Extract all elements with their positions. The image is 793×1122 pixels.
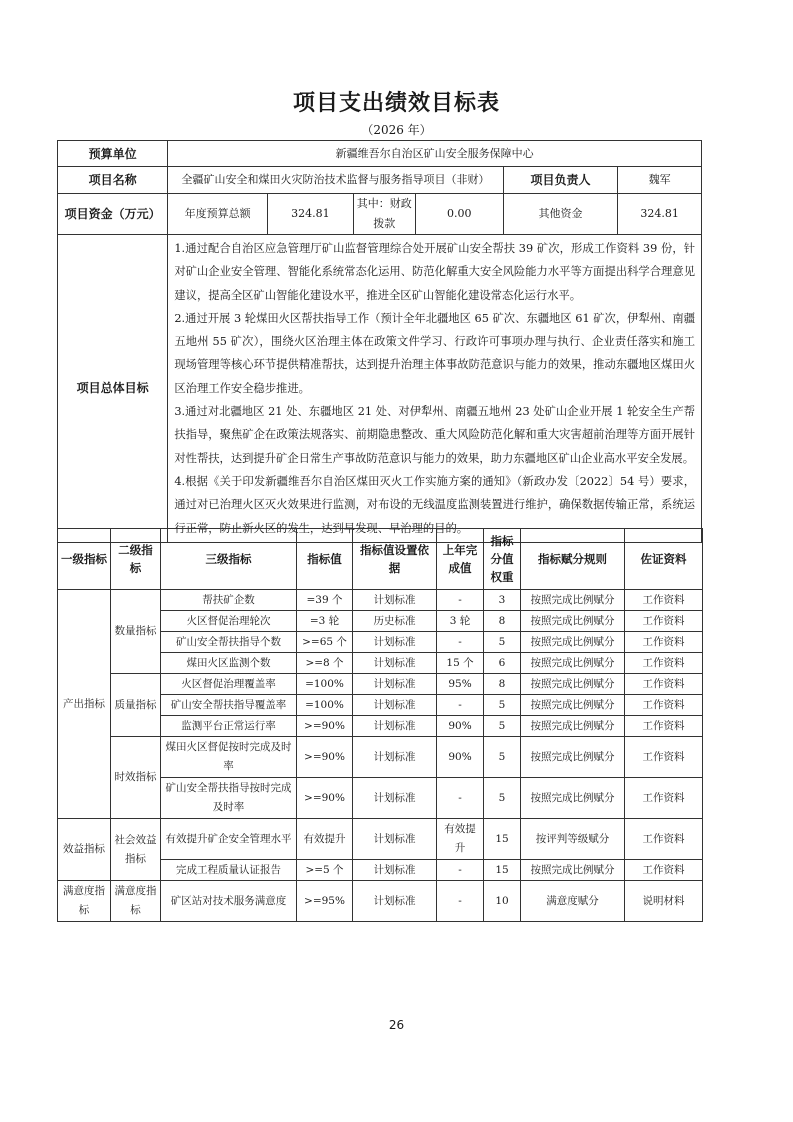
indicator-last: -	[437, 695, 484, 716]
indicator-evidence: 工作资料	[625, 632, 703, 653]
project-leader-value: 魏军	[618, 167, 702, 194]
level1-satisfaction: 满意度指标	[58, 881, 111, 922]
project-name-value: 全疆矿山安全和煤田火灾防治技术监督与服务指导项目（非财）	[168, 167, 503, 194]
indicator-basis: 历史标准	[353, 611, 437, 632]
indicator-value: >=90%	[297, 778, 353, 819]
indicator-last: 15 个	[437, 653, 484, 674]
indicator-evidence: 工作资料	[625, 860, 703, 881]
indicator-weight: 10	[484, 881, 521, 922]
table-row	[58, 590, 703, 611]
indicator-weight: 5	[484, 632, 521, 653]
level1-output: 产出指标	[58, 590, 111, 819]
other-funds-value: 324.81	[618, 194, 702, 235]
header-value: 指标值	[297, 529, 353, 590]
funds-row	[58, 194, 702, 235]
indicator-last: 90%	[437, 737, 484, 778]
indicator-rule: 按照完成比例赋分	[521, 632, 625, 653]
indicator-evidence: 工作资料	[625, 819, 703, 860]
indicator-value: >=8 个	[297, 653, 353, 674]
indicator-weight: 6	[484, 653, 521, 674]
indicator-weight: 3	[484, 590, 521, 611]
indicator-basis: 计划标准	[353, 778, 437, 819]
goal-item: 4.根据《关于印发新疆维吾尔自治区煤田灭火工作实施方案的通知》（新政办发〔2022〕54 号）要求，通过对已治理火区灭火效果进行监测，对布设的无线温度监测装置进行维护，确保数据传输正常，系统运行正常，防止新火区的发生，达到早发现、早治理的目的。	[174, 474, 695, 535]
indicator-basis: 计划标准	[353, 819, 437, 860]
indicator-weight: 8	[484, 674, 521, 695]
table-row	[58, 819, 703, 860]
indicator-last: -	[437, 881, 484, 922]
indicator-evidence: 工作资料	[625, 590, 703, 611]
indicator-rule: 按照完成比例赋分	[521, 737, 625, 778]
indicator-last: 95%	[437, 674, 484, 695]
indicator-weight: 5	[484, 778, 521, 819]
indicator-name: 煤田火区监测个数	[161, 653, 297, 674]
header-level1: 一级指标	[58, 529, 111, 590]
indicator-value: >=5 个	[297, 860, 353, 881]
indicator-rule: 按照完成比例赋分	[521, 716, 625, 737]
page-title: 项目支出绩效目标表	[292, 91, 500, 116]
other-funds-label: 其他资金	[503, 194, 618, 235]
indicator-value: >=65 个	[297, 632, 353, 653]
header-rule: 指标赋分规则	[521, 529, 625, 590]
indicator-value: >=90%	[297, 737, 353, 778]
indicator-evidence: 工作资料	[625, 611, 703, 632]
indicator-name: 火区督促治理轮次	[161, 611, 297, 632]
indicator-basis: 计划标准	[353, 716, 437, 737]
indicator-last: -	[437, 632, 484, 653]
indicator-rule: 按照完成比例赋分	[521, 590, 625, 611]
indicator-rule: 按评判等级赋分	[521, 819, 625, 860]
level1-benefit: 效益指标	[58, 819, 111, 881]
indicator-basis: 计划标准	[353, 590, 437, 611]
project-info-table	[57, 140, 702, 543]
indicators-table	[57, 528, 703, 922]
indicator-weight: 15	[484, 860, 521, 881]
indicators-header-row	[58, 529, 703, 590]
indicator-basis: 计划标准	[353, 653, 437, 674]
indicator-basis: 计划标准	[353, 695, 437, 716]
indicator-name: 完成工程质量认证报告	[161, 860, 297, 881]
indicator-value: =39 个	[297, 590, 353, 611]
indicator-name: 火区督促治理覆盖率	[161, 674, 297, 695]
indicator-last: 3 轮	[437, 611, 484, 632]
indicator-rule: 按照完成比例赋分	[521, 611, 625, 632]
level2-social-benefit: 社会效益指标	[111, 819, 161, 881]
goal-text	[168, 235, 702, 543]
indicator-basis: 计划标准	[353, 881, 437, 922]
project-name-row	[58, 167, 702, 194]
fiscal-label: 其中：财政拨款	[353, 194, 415, 235]
header-level3: 三级指标	[161, 529, 297, 590]
indicator-name: 矿山安全帮扶指导按时完成及时率	[161, 778, 297, 819]
budget-unit-label: 预算单位	[58, 141, 168, 167]
level2-satisfaction: 满意度指标	[111, 881, 161, 922]
indicator-evidence: 工作资料	[625, 695, 703, 716]
indicator-rule: 按照完成比例赋分	[521, 778, 625, 819]
indicator-evidence: 工作资料	[625, 674, 703, 695]
header-level2: 二级指标	[111, 529, 161, 590]
indicator-evidence: 工作资料	[625, 653, 703, 674]
indicator-weight: 15	[484, 819, 521, 860]
indicator-value: =100%	[297, 674, 353, 695]
goal-item: 1.通过配合自治区应急管理厅矿山监督管理综合处开展矿山安全帮扶 39 矿次，形成工作资料 39 份，针对矿山企业安全管理、智能化系统常态化运用、防范化解重大安全风险能力水平等方面提出科学合理意见建议，提高全区矿山智能化建设水平，推进全区矿山智能化建设常态化运行水平。	[174, 242, 695, 302]
project-name-label: 项目名称	[58, 167, 168, 194]
budget-unit-row	[58, 141, 702, 167]
header-basis: 指标值设置依据	[353, 529, 437, 590]
goal-item: 3.通过对北疆地区 21 处、东疆地区 21 处、对伊犁州、南疆五地州 23 处矿山企业开展 1 轮安全生产帮扶指导，聚焦矿企在政策法规落实、前期隐患整改、重大风险防范化解和重大灾害超前治理等方面开展针对性帮扶，达到提升矿企日常生产事故防范意识与能力的效果，助力东疆地区矿山企业高水平安全发展。	[174, 405, 695, 465]
indicator-weight: 5	[484, 737, 521, 778]
annual-budget-value: 324.81	[267, 194, 353, 235]
indicator-name: 矿区站对技术服务满意度	[161, 881, 297, 922]
annual-budget-label: 年度预算总额	[168, 194, 268, 235]
header-last-year: 上年完成值	[437, 529, 484, 590]
goal-item: 2.通过开展 3 轮煤田火区帮扶指导工作（预计全年北疆地区 65 矿次、东疆地区 61 矿次，伊犁州、南疆五地州 55 矿次），围绕火区治理主体在政策文件学习、行政许可事项办理与执行、企业责任落实和施工现场管理等核心环节提供精准帮扶，达到提升治理主体事故防范意识与能力的效果，推动东疆地区煤田火区治理工作安全稳步推进。	[174, 311, 695, 395]
goal-label: 项目总体目标	[58, 235, 168, 543]
indicator-value: >=90%	[297, 716, 353, 737]
indicator-weight: 8	[484, 611, 521, 632]
indicator-rule: 按照完成比例赋分	[521, 653, 625, 674]
indicator-evidence: 工作资料	[625, 716, 703, 737]
indicator-rule: 按照完成比例赋分	[521, 674, 625, 695]
indicator-name: 煤田火区督促按时完成及时率	[161, 737, 297, 778]
fiscal-value: 0.00	[415, 194, 503, 235]
level2-timeliness: 时效指标	[111, 737, 161, 819]
indicator-last: -	[437, 590, 484, 611]
table-row	[58, 737, 703, 778]
indicator-basis: 计划标准	[353, 632, 437, 653]
indicator-name: 有效提升矿企安全管理水平	[161, 819, 297, 860]
page-number: 26	[388, 1018, 405, 1032]
project-leader-label: 项目负责人	[503, 167, 618, 194]
table-row	[58, 881, 703, 922]
funds-label: 项目资金（万元）	[58, 194, 168, 235]
indicator-value: 有效提升	[297, 819, 353, 860]
level2-quantity: 数量指标	[111, 590, 161, 674]
indicator-value: =100%	[297, 695, 353, 716]
indicator-basis: 计划标准	[353, 674, 437, 695]
indicator-name: 矿山安全帮扶指导覆盖率	[161, 695, 297, 716]
indicator-last: 90%	[437, 716, 484, 737]
indicator-rule: 满意度赋分	[521, 881, 625, 922]
indicator-value: >=95%	[297, 881, 353, 922]
goal-row	[58, 235, 702, 543]
indicator-value: =3 轮	[297, 611, 353, 632]
indicator-basis: 计划标准	[353, 860, 437, 881]
header-evidence: 佐证资料	[625, 529, 703, 590]
header-weight: 指标分值权重	[484, 529, 521, 590]
indicator-weight: 5	[484, 695, 521, 716]
indicator-last: 有效提升	[437, 819, 484, 860]
indicator-name: 矿山安全帮扶指导个数	[161, 632, 297, 653]
indicator-evidence: 工作资料	[625, 778, 703, 819]
budget-unit-value: 新疆维吾尔自治区矿山安全服务保障中心	[168, 141, 702, 167]
indicator-last: -	[437, 860, 484, 881]
indicator-last: -	[437, 778, 484, 819]
level2-quality: 质量指标	[111, 674, 161, 737]
indicator-name: 帮扶矿企数	[161, 590, 297, 611]
table-row	[58, 674, 703, 695]
indicator-weight: 5	[484, 716, 521, 737]
indicator-rule: 按照完成比例赋分	[521, 695, 625, 716]
indicator-evidence: 说明材料	[625, 881, 703, 922]
year-label: （2026 年）	[361, 123, 432, 137]
indicator-name: 监测平台正常运行率	[161, 716, 297, 737]
indicator-evidence: 工作资料	[625, 737, 703, 778]
indicator-basis: 计划标准	[353, 737, 437, 778]
indicator-rule: 按照完成比例赋分	[521, 860, 625, 881]
